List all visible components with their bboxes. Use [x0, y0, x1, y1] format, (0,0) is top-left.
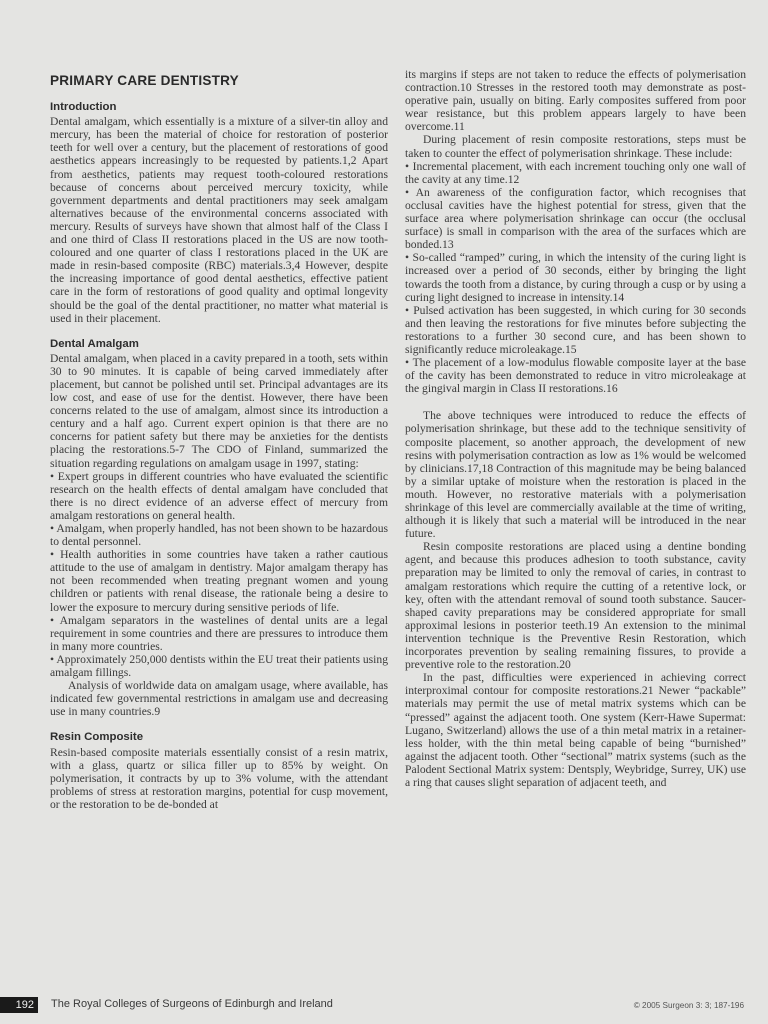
- paragraph: Dental amalgam, when placed in a cavity prepared in a tooth, sets within 30 to 90 minutes. It is capable of being carved immediately after placement, but cannot be polished until set. Principal advantages are its low cost, and ease of use for the dentist. However, there have been concerns related to the use of amalgam, almost since its introduction a century and a half ago. Current expert opinion is that there are no concerns for patient safety but there may be anxieties for the dentists placing the restorations.5-7 The CDO of Finland, summarized the situation regarding regulations on amalgam usage in 1997, stating:: [50, 351, 388, 470]
- paragraph: its margins if steps are not taken to reduce the effects of polymerisation contraction.10 Stresses in the restored tooth may demonstrate as post-operative pain, usually on biting. Early composites suffered from poor wear resistance, but this problem appears largely to have been overcome.11: [405, 68, 746, 134]
- paragraph: During placement of resin composite restorations, steps must be taken to counter the effect of polymerisation shrinkage. These include:: [405, 133, 746, 160]
- spacer: [405, 395, 746, 409]
- bullet-item: • Expert groups in different countries who have evaluated the scientific research on the health effects of dental amalgam have concluded that there is no direct evidence of an adverse effect of mercury from amalgam restorations on general health.: [50, 469, 388, 522]
- bullet-item: • Amalgam, when properly handled, has not been shown to be hazardous to dental personnel.: [50, 522, 388, 549]
- bullet-item: • Approximately 250,000 dentists within the EU treat their patients using amalgam fillings.: [50, 652, 388, 680]
- paragraph: In the past, difficulties were experienced in achieving correct interproximal contour for composite restorations.21 Newer “packable” materials may permit the use of metal matrix systems which can be “pressed” against the adjacent tooth. One system (Kerr-Hawe Supermat: Lugano, Switzerland) allows the use of a thin metal matrix in a retainer-less holder, with the thin metal being capable of being “burnished” against the adjacent tooth. Other “sectional” matrix systems (such as the Palodent Sectional Matrix system: Dentsply, Weybridge, Surrey, UK) use a ring that causes slight separation of adjacent teeth, and: [405, 671, 746, 789]
- paragraph: Analysis of worldwide data on amalgam usage, where available, has indicated few governmental restrictions in amalgam use and decreasing use in many countries.9: [50, 679, 388, 719]
- page-footer: [0, 997, 768, 1015]
- citation: © 2005 Surgeon 3: 3; 187-196: [633, 1001, 744, 1010]
- bullet-item: • Incremental placement, with each increment touching only one wall of the cavity at any time.12: [405, 159, 746, 186]
- bullet-item: • Health authorities in some countries have taken a rather cautious attitude to the use of amalgam in dentistry. Major amalgam therapy has not been recommended when treating pregnant women and young children or patients with renal disease, the rationale being a desire to lower the exposure to mercury during sensitive periods of life.: [50, 548, 388, 614]
- bullet-item: • An awareness of the configuration factor, which recognises that occlusal cavities have the highest potential for stress, given that the surface area where polymerisation shrinkage can occur (the occlusal surface) is small in comparison with the area of the surfaces which are bonded.13: [405, 185, 746, 252]
- bullet-item: • So-called “ramped” curing, in which the intensity of the curing light is increased over a period of 30 seconds, either by bringing the light towards the tooth from a distance, by curing through a cusp or by using a curing light designed to increase in intensity.14: [405, 251, 746, 304]
- bullet-item: • The placement of a low-modulus flowable composite layer at the base of the cavity has been demonstrated to reduce in vitro microleakage at the gingival margin in Class II restorations.16: [405, 356, 746, 396]
- left-column: [50, 68, 388, 811]
- journal-name: The Royal Colleges of Surgeons of Edinburgh and Ireland: [51, 998, 333, 1010]
- bullet-item: • Amalgam separators in the wastelines of dental units are a legal requirement in some countries and there are pressures to introduce them in many more countries.: [50, 613, 388, 653]
- heading-resin-composite: Resin Composite: [50, 731, 144, 744]
- right-column: [405, 68, 746, 789]
- paragraph: Resin composite restorations are placed using a dentine bonding agent, and because this produces adhesion to tooth substance, cavity preparation may be limited to only the removal of caries, in contrast to amalgam restorations which require the cutting of a retentive lock, or key, often with the attendant removal of sound tooth substance. Saucer-shaped cavity preparations may be considered appropriate for small approximal lesions in posterior teeth.19 An extension to the minimal intervention technique is the Preventive Resin Restoration, which incorporates prevention by sealing remaining fissures, to provide a preventive role to the restoration.20: [405, 540, 746, 672]
- heading-dental-amalgam: Dental Amalgam: [50, 337, 139, 350]
- page-number: 192: [0, 997, 38, 1013]
- paragraph: The above techniques were introduced to reduce the effects of polymerisation shrinkage, but these add to the technique sensitivity of composite placement, so another approach, the development of new resins with polymerisation contraction as low as 1% would be welcomed by clinicians.17,18 Contraction of this magnitude may be being balanced by a similar uptake of moisture when the restoration is placed in the mouth. However, no restorative materials with a polymerisation shrinkage of this level are commercially available at the time of writing, although it is likely that such a material will be introduced in the near future.: [405, 409, 746, 541]
- spacer: [50, 718, 388, 731]
- paragraph: Dental amalgam, which essentially is a mixture of a silver-tin alloy and mercury, has been the material of choice for restoration of posterior teeth for well over a century, but the placement of restorations of good aesthetics appears increasingly to be requested by patients.1,2 Apart from aesthetics, patients may request tooth-coloured restorations because of concerns about perceived mercury toxicity, while government departments and dental practitioners may seek amalgam alternatives because of the environmental concerns associated with mercury. Results of surveys have shown that almost half of the Class I and one third of Class II restorations placed in the US are now tooth-coloured and one quarter of class I restorations placed in the UK are made in resin-based composite (RBC) materials.3,4 However, despite the increasing importance of good dental aesthetics, effective patient care in the form of restorations of good quality and optimal longevity should be the goal of the dental practitioner, no matter what material is used in their placement.: [50, 115, 388, 325]
- section-title: PRIMARY CARE DENTISTRY: [50, 73, 239, 88]
- bullet-item: • Pulsed activation has been suggested, in which curing for 30 seconds and then leaving the restorations for five minutes before subjecting the restorations to a further 30 second cure, and has been shown to significantly reduce microleakage.15: [405, 303, 746, 356]
- paragraph: Resin-based composite materials essentially consist of a resin matrix, with a glass, quartz or silica filler up to 85% by weight. On polymerisation, it contracts by up to 3% volume, with the attendant problems of stress at restoration margins, potential for cusp movement, or the restoration to be de-bonded at: [50, 745, 388, 811]
- spacer: [50, 325, 388, 338]
- heading-introduction: Introduction: [50, 101, 117, 114]
